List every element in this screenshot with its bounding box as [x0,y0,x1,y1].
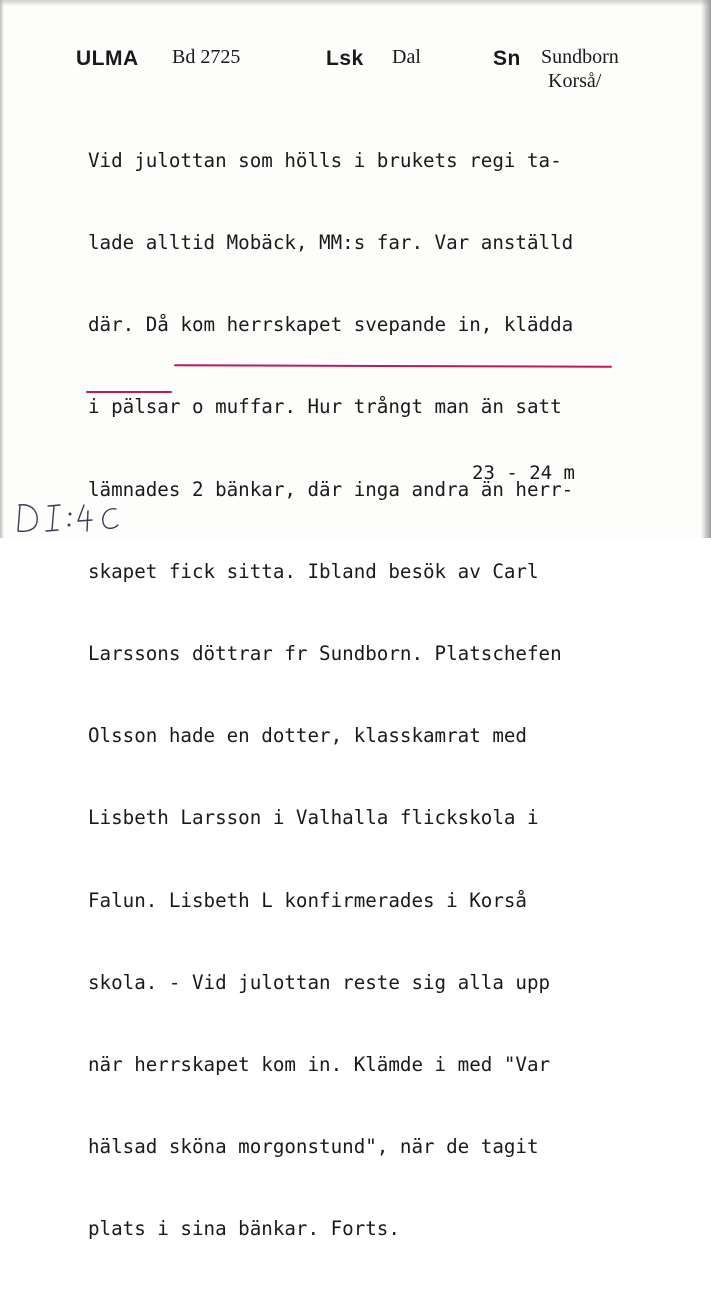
body-line: lade alltid Mobäck, MM:s far. Var anställd [88,231,574,255]
record-id: Bd 2725 [172,46,241,68]
card-right-edge [701,0,711,538]
socken-value: Sundborn [541,46,619,68]
landskap-label: Lsk [326,47,364,70]
body-line: Falun. Lisbeth L konfirmerades i Korså [88,888,527,912]
body-line: Vid julottan som hölls i brukets regi ta- [88,148,562,172]
body-line: Olsson hade en dotter, klasskamrat med [88,724,527,748]
body-line: skola. - Vid julottan reste sig alla upp [88,970,551,994]
body-line: lämnades 2 bänkar, där inga andra än herr- [88,477,574,501]
place-value: Korså/ [548,70,602,92]
archive-label: ULMA [76,47,139,70]
card-body-text [88,92,573,1298]
body-line: när herrskapet kom in. Klämde i med "Var [88,1053,551,1077]
body-line: i pälsar o muffar. Hur trångt man än satt [88,395,562,419]
landskap-value: Dal [392,46,421,68]
page-range: 23 - 24 m [472,462,575,484]
handwritten-catalog-mark [16,497,146,537]
body-line: plats i sina bänkar. Forts. [88,1217,400,1241]
highlight-underline [86,391,172,393]
card-left-edge [0,0,4,538]
body-line: skapet fick sitta. Ibland besök av Carl [88,559,539,583]
card-top-edge [0,0,711,6]
body-line: Larssons döttrar fr Sundborn. Platschefen [88,642,562,666]
body-line: där. Då kom herrskapet svepande in, klädda [88,313,574,337]
body-line: Lisbeth Larsson i Valhalla flickskola i [88,806,539,830]
socken-label: Sn [493,47,521,70]
body-line: hälsad sköna morgonstund", när de tagit [88,1135,539,1159]
